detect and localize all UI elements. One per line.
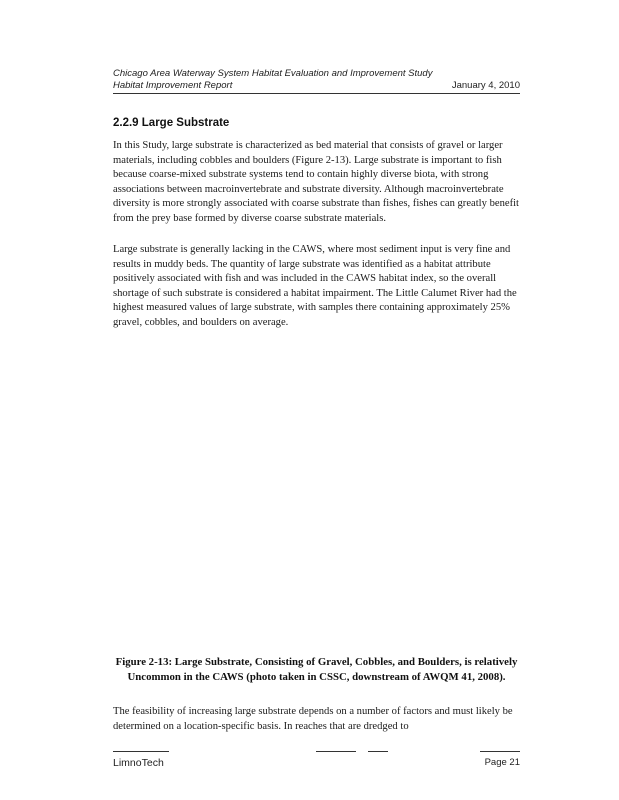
header-date: January 4, 2010	[451, 80, 520, 91]
footer-rule	[368, 751, 388, 752]
header-report-title: Habitat Improvement Report	[113, 80, 233, 91]
body-paragraph-3: The feasibility of increasing large substrate depends on a number of factors and must likely be determined on a location-specific basis. In reaches that are dredged to	[113, 706, 513, 732]
footer-company: LimnoTech	[113, 757, 164, 769]
header-study-title: Chicago Area Waterway System Habitat Evaluation and Improvement Study	[113, 68, 433, 79]
footer-page-number: Page 21	[484, 757, 520, 768]
figure-placeholder	[113, 360, 520, 640]
section-heading: 2.2.9 Large Substrate	[113, 117, 230, 129]
figure-caption: Figure 2-13: Large Substrate, Consisting of Gravel, Cobbles, and Boulders, is relatively Uncommon in the CAWS (photo taken in CSSC, downstream of AWQM 41, 2008).	[115, 656, 518, 683]
footer-rule	[480, 751, 520, 752]
footer-rule	[316, 751, 356, 752]
footer-rule	[113, 751, 169, 752]
body-paragraph-1: In this Study, large substrate is characterized as bed material that consists of gravel or larger materials, including cobbles and boulders (Figure 2-13). Large substrate is important to fish because coarse-mixed substrate systems tend to contain highly diverse biota, with strong associations between macroinvertebrate and substrate diversity. Although macroinvertebrate diversity is more strongly associated with coarse substrate than fishes, fishes can greatly benefit from the prey base formed by diverse coarse substrate materials.	[113, 140, 519, 224]
header-rule	[113, 93, 520, 94]
body-paragraph-2: Large substrate is generally lacking in the CAWS, where most sediment input is very fine and results in muddy beds. The quantity of large substrate was identified as a habitat attribute positively associated with fish and was included in the CAWS habitat index, so the overall shortage of such substrate is considered a habitat impairment. The Little Calumet River had the highest measured values of large substrate, with samples there containing approximately 25% gravel, cobbles, and boulders on average.	[113, 244, 517, 328]
